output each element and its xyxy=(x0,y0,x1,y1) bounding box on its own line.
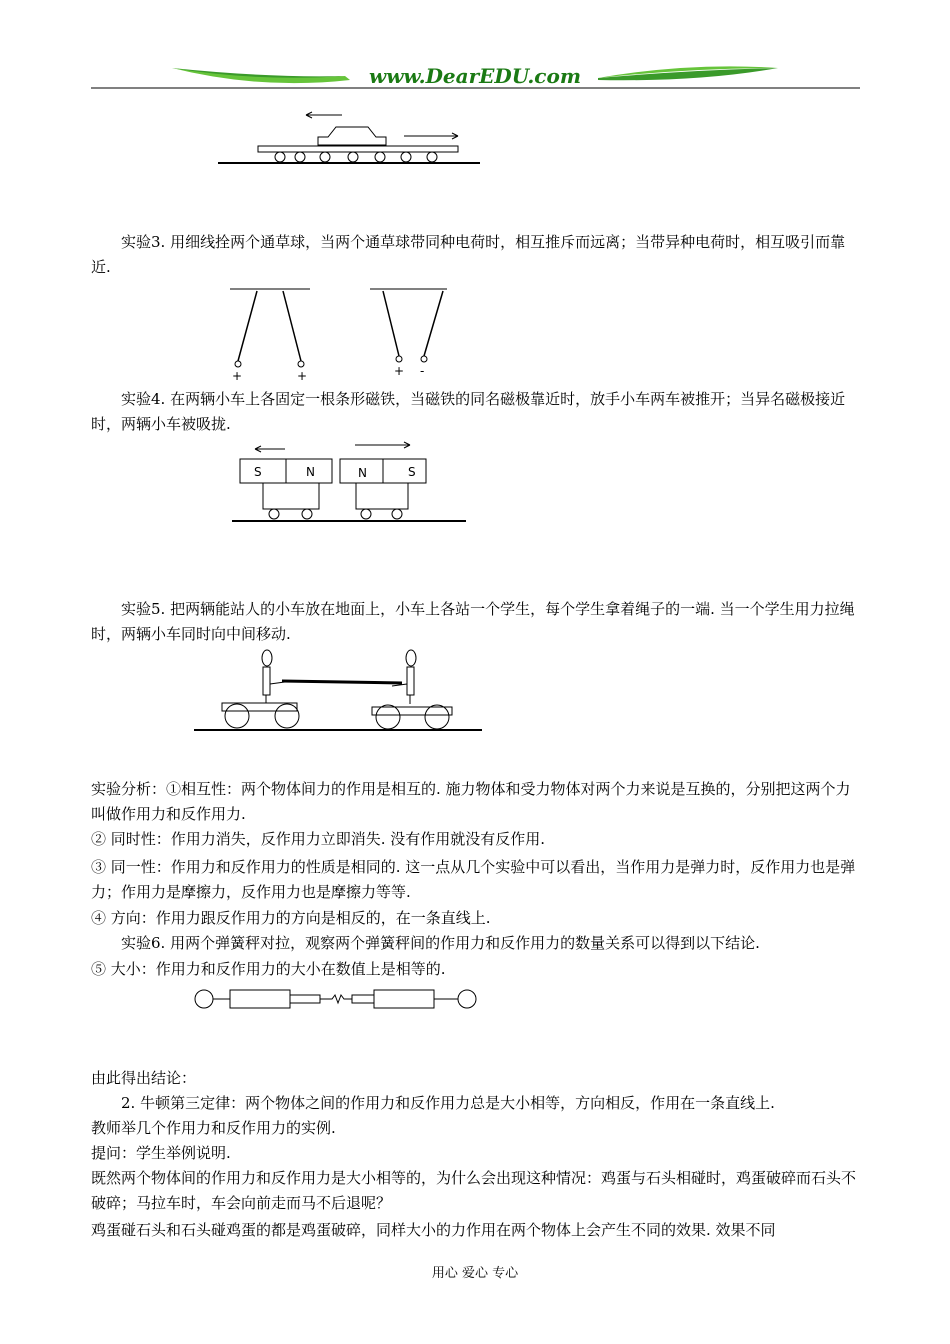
rope-pull-carts-figure xyxy=(192,646,492,736)
experiment-4-text: 实验4. 在两辆小车上各固定一根条形磁铁，当磁铁的同名磁极靠近时，放手小车两车被推开；当异名磁极接近时，两辆小车被吸拢. xyxy=(91,390,846,433)
magnet-left-pole-2: N xyxy=(306,465,315,479)
charge-left-ball-2: + xyxy=(297,369,308,383)
magnet-right-pole-2: S xyxy=(408,465,416,479)
page-header xyxy=(0,0,950,100)
question-text: 提问：学生举例说明. xyxy=(91,1144,231,1162)
magnet-left-pole-1: S xyxy=(254,465,262,479)
charge-left-ball-1: + xyxy=(232,369,243,383)
experiment-5-text: 实验5. 把两辆能站人的小车放在地面上，小车上各站一个学生，每个学生拿着绳子的一端. 当一个学生用力拉绳时，两辆小车同时向中间移动. xyxy=(91,600,855,643)
why-question-text: 既然两个物体间的作用力和反作用力是大小相等的，为什么会出现这种情况：鸡蛋与石头相碰时，鸡蛋破碎而石头不破碎；马拉车时，车会向前走而马不后退呢？ xyxy=(91,1169,857,1212)
magnet-right-pole-1: N xyxy=(358,466,367,480)
point-4-text: ④ 方向：作用力跟反作用力的方向是相反的，在一条直线上. xyxy=(91,909,491,927)
spring-scales-figure xyxy=(190,986,490,1016)
point-5-text: ⑤ 大小：作用力和反作用力的大小在数值上是相等的. xyxy=(91,960,446,978)
pith-balls-figure xyxy=(225,286,465,381)
teacher-examples-text: 教师举几个作用力和反作用力的实例. xyxy=(91,1119,336,1137)
charge-right-ball-2: - xyxy=(420,364,425,378)
analysis-text: 实验分析：①相互性：两个物体间力的作用是相互的. 施力物体和受力物体对两个力来说是互换的，分别把这两个力叫做作用力和反作用力. xyxy=(91,780,851,823)
point-2-text: ② 同时性：作用力消失，反作用力立即消失. 没有作用就没有反作用. xyxy=(91,830,546,848)
point-3-text: ③ 同一性：作用力和反作用力的性质是相同的. 这一点从几个实验中可以看出，当作用力是弹力时，反作用力也是弹力；作用力是摩擦力，反作用力也是摩擦力等等. xyxy=(91,858,856,901)
experiment-3-text: 实验3. 用细线拴两个通草球，当两个通草球带同种电荷时，相互推斥而远离；当带异种电荷时，相互吸引而靠近. xyxy=(91,233,846,276)
car-on-cart-figure xyxy=(218,105,498,175)
experiment-6-text: 实验6. 用两个弹簧秤对拉，观察两个弹簧秤间的作用力和反作用力的数量关系可以得到以下结论. xyxy=(121,934,760,952)
magnet-carts-figure xyxy=(230,440,470,525)
newton-third-law-text: 2. 牛顿第三定律：两个物体之间的作用力和反作用力总是大小相等，方向相反，作用在一条直线上. xyxy=(121,1094,775,1112)
egg-explanation-text: 鸡蛋碰石头和石头碰鸡蛋的都是鸡蛋破碎，同样大小的力作用在两个物体上会产生不同的效果. 效果不同 xyxy=(91,1221,776,1239)
page-footer: 用心 爱心 专心 xyxy=(431,1266,519,1281)
charge-right-ball-1: + xyxy=(394,364,405,378)
site-logo: www.DearEDU.com xyxy=(368,64,581,88)
conclusion-intro-text: 由此得出结论： xyxy=(91,1069,197,1087)
